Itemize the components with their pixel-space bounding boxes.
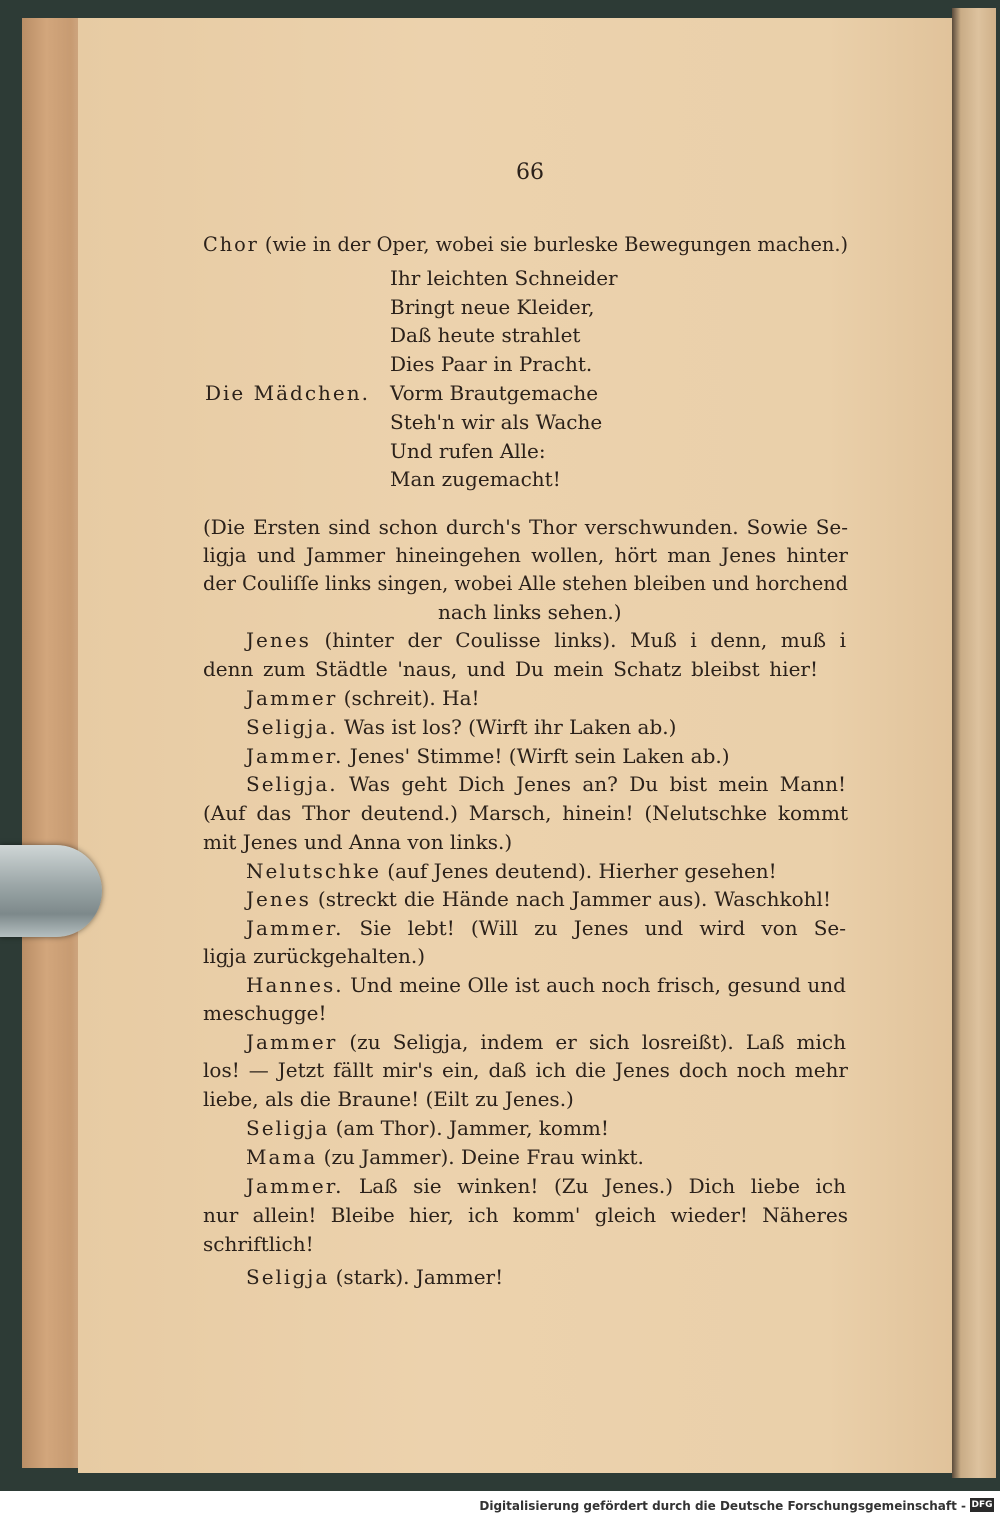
text-line <box>246 715 676 739</box>
text-line <box>246 1030 846 1054</box>
line-text: Laß sie winken! (Zu Jenes.) Dich liebe ich <box>343 1174 846 1198</box>
speaker-name: Jammer. <box>246 916 344 940</box>
speaker-name: Jenes <box>246 628 311 652</box>
text-line <box>246 1116 609 1140</box>
line-text: Was geht Dich Jenes an? Du bist mein Mann! <box>337 772 846 796</box>
text-line <box>390 295 594 319</box>
line-text: Jenes' Stimme! (Wirft sein Laken ab.) <box>343 744 730 768</box>
footer-text: Digitalisierung gefördert durch die Deutsche Forschungsgemeinschaft - <box>479 1499 966 1513</box>
text-line <box>246 887 831 911</box>
text-line <box>438 600 622 624</box>
text-line <box>203 657 818 681</box>
text-line <box>203 571 848 595</box>
line-text: meschugge! <box>203 1001 327 1025</box>
line-text: (zu Seligja, indem er sich losreißt). Laß mich <box>337 1030 846 1054</box>
line-text: Daß heute strahlet <box>390 323 581 347</box>
line-text: (hinter der Coulisse links). Muß i denn, muß i <box>310 628 846 652</box>
text-line <box>246 686 480 710</box>
text-line <box>203 1232 314 1256</box>
footer <box>0 1491 1000 1521</box>
speaker-name: Seligja. <box>246 772 338 796</box>
line-text: denn zum Städtle 'naus, und Du mein Schatz bleibst hier! <box>203 657 818 681</box>
text-line <box>203 1087 574 1111</box>
speaker-name: Hannes. <box>246 973 344 997</box>
text-line <box>246 628 846 652</box>
speaker-name: Mama <box>246 1145 318 1169</box>
dfg-logo: DFG <box>971 1500 993 1510</box>
line-text: (Auf das Thor deutend.) Marsch, hinein! (Nelutschke kommt <box>203 801 848 825</box>
line-text: schriftlich! <box>203 1232 314 1256</box>
line-text: ligja und Jammer hineingehen wollen, hört man Jenes hinter <box>203 543 848 567</box>
speaker-name: Jammer <box>246 1030 338 1054</box>
text-line <box>203 1203 848 1227</box>
line-text: (streckt die Hände nach Jammer aus). Waschkohl! <box>310 887 831 911</box>
text-line <box>246 744 730 768</box>
line-text: (am Thor). Jammer, komm! <box>329 1116 609 1140</box>
line-text: ligja zurückgehalten.) <box>203 944 426 968</box>
speaker-name: Chor <box>203 232 259 256</box>
text-line <box>203 830 512 854</box>
line-text: Steh'n wir als Wache <box>390 410 603 434</box>
speaker-name: Die Mädchen. <box>205 381 370 405</box>
text-line <box>205 381 370 405</box>
text-line <box>390 381 598 405</box>
text-line <box>390 439 546 463</box>
speaker-name: Seligja <box>246 1265 330 1289</box>
text-line <box>203 1058 848 1082</box>
text-line <box>246 1174 846 1198</box>
text-line <box>390 323 580 347</box>
text-line <box>246 859 777 883</box>
book-edge-right <box>952 8 996 1478</box>
line-text: Sie lebt! (Will zu Jenes und wird von Se- <box>343 916 846 940</box>
line-text: Man zugemacht! <box>390 467 561 491</box>
line-text: Bringt neue Kleider, <box>390 295 595 319</box>
line-text: Und rufen Alle: <box>390 439 546 463</box>
text-line <box>246 772 846 796</box>
line-text: liebe, als die Braune! (Eilt zu Jenes.) <box>203 1087 574 1111</box>
line-text: nach links sehen.) <box>438 600 622 624</box>
line-text: (Die Ersten sind schon durch's Thor verschwunden. Sowie Se- <box>203 515 848 539</box>
line-text: der Couliſſe links singen, wobei Alle stehen bleiben und horchend <box>203 571 848 595</box>
line-text: Vorm Brautgemache <box>390 381 599 405</box>
line-text: Ihr leichten Schneider <box>390 266 618 290</box>
speaker-name: Jammer. <box>246 744 344 768</box>
line-text: los! — Jetzt fällt mir's ein, daß ich die Jenes doch noch mehr <box>203 1058 848 1082</box>
text-line <box>390 410 602 434</box>
speaker-name: Seligja. <box>246 715 338 739</box>
line-text: Und meine Olle ist auch noch frisch, gesund und <box>343 973 846 997</box>
text-line <box>390 352 592 376</box>
speaker-name: Jammer <box>246 686 338 710</box>
line-text: Dies Paar in Pracht. <box>390 352 593 376</box>
text-line <box>390 266 618 290</box>
page-number: 66 <box>516 160 544 185</box>
text-line <box>390 467 561 491</box>
speaker-name: Jammer. <box>246 1174 344 1198</box>
text-line <box>203 543 848 567</box>
text-line <box>203 801 848 825</box>
line-text: Was ist los? (Wirft ihr Laken ab.) <box>337 715 677 739</box>
text-line <box>203 1001 327 1025</box>
line-text: (schreit). Ha! <box>337 686 480 710</box>
page-clip <box>0 845 102 937</box>
speaker-name: Seligja <box>246 1116 330 1140</box>
line-text: (zu Jammer). Deine Frau winkt. <box>317 1145 644 1169</box>
text-line <box>246 1265 503 1289</box>
text-line <box>246 973 846 997</box>
speaker-name: Jenes <box>246 887 311 911</box>
line-text: (wie in der Oper, wobei sie burleske Bewegungen machen.) <box>258 232 849 256</box>
text-line <box>246 1145 644 1169</box>
line-text: (stark). Jammer! <box>329 1265 504 1289</box>
line-text: nur allein! Bleibe hier, ich komm' gleich wieder! Näheres <box>203 1203 848 1227</box>
text-line <box>246 916 846 940</box>
line-text: (auf Jenes deutend). Hierher gesehen! <box>380 859 777 883</box>
text-line <box>203 515 848 539</box>
text-line <box>203 944 425 968</box>
speaker-name: Nelutschke <box>246 859 381 883</box>
line-text: mit Jenes und Anna von links.) <box>203 830 513 854</box>
text-line <box>203 232 848 256</box>
